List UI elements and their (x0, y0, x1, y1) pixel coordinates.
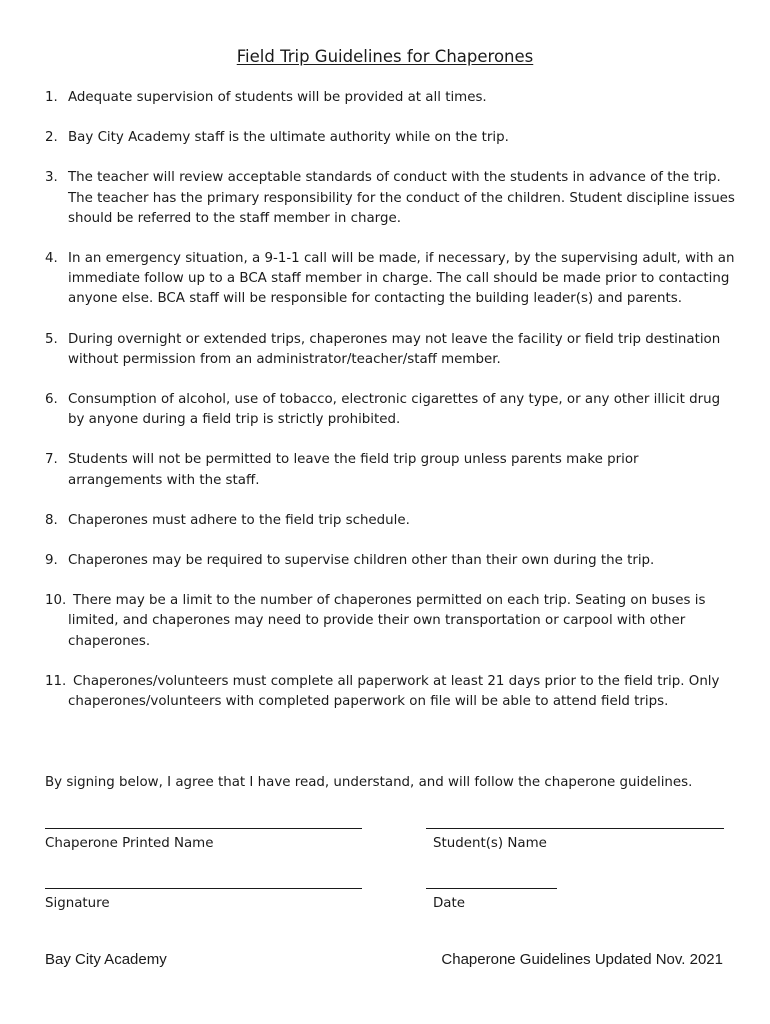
guidelines-list (45, 88, 735, 732)
guideline-text: Chaperones may be required to supervise children other than their own during the trip. (68, 553, 655, 569)
guideline-text: Students will not be permitted to leave the field trip group unless parents make prior arrangements with the staff. (68, 452, 639, 488)
guideline-text: Bay City Academy staff is the ultimate authority while on the trip. (68, 130, 509, 146)
guideline-number: 4. (45, 251, 58, 267)
guideline-number: 6. (45, 392, 58, 408)
guideline-item (45, 672, 735, 712)
chaperone-name-line[interactable] (45, 828, 362, 829)
guideline-item (45, 390, 735, 430)
guideline-item (45, 551, 735, 571)
guideline-item (45, 330, 735, 370)
guideline-item (45, 450, 735, 490)
guideline-number: 3. (45, 170, 58, 186)
guideline-item (45, 591, 735, 652)
signature-line[interactable] (45, 888, 362, 889)
footer-school-name: Bay City Academy (45, 951, 167, 968)
guideline-text: The teacher will review acceptable standards of conduct with the students in advance of the trip. The teacher has the primary responsibility for the conduct of the children. Student discipline issues should be referred to the staff member in charge. (68, 170, 735, 226)
guideline-number: 2. (45, 130, 58, 146)
guideline-text: Consumption of alcohol, use of tobacco, electronic cigarettes of any type, or any other illicit drug by anyone during a field trip is strictly prohibited. (68, 392, 721, 428)
guideline-text: Chaperones/volunteers must complete all paperwork at least 21 days prior to the field trip. Only chaperones/volunteers with completed paperwork on file will be able to attend field trips. (68, 673, 720, 710)
guideline-number: 7. (45, 452, 58, 468)
guideline-item (45, 249, 735, 310)
signature-label: Signature (45, 896, 110, 911)
guideline-number: 1. (45, 90, 58, 105)
guideline-text: In an emergency situation, a 9-1-1 call will be made, if necessary, by the supervising adult, with an immediate follow up to a BCA staff member in charge. The call should be made prior to contacting anyone else. BCA staff will be responsible for contacting the building leader(s) and parents. (68, 251, 735, 307)
guideline-item (45, 168, 735, 229)
date-label: Date (433, 896, 466, 911)
guideline-text: Chaperones must adhere to the field trip schedule. (68, 512, 410, 528)
guideline-number: 8. (45, 512, 58, 528)
footer-updated-note: Chaperone Guidelines Updated Nov. 2021 (441, 951, 723, 968)
guideline-number: 10. (45, 593, 67, 609)
document-title: Field Trip Guidelines for Chaperones (236, 47, 534, 66)
guideline-text: There may be a limit to the number of chaperones permitted on each trip. Seating on buses is limited, and chaperones may need to provide their own transportation or carpool with other chaperones. (68, 593, 706, 649)
guideline-item (45, 88, 735, 108)
guideline-number: 9. (45, 553, 58, 569)
guideline-item (45, 511, 735, 531)
chaperone-name-label: Chaperone Printed Name (45, 836, 214, 851)
student-name-label: Student(s) Name (433, 836, 547, 851)
guideline-item (45, 128, 735, 148)
date-line[interactable] (426, 888, 557, 889)
guideline-number: 11. (45, 673, 67, 689)
guideline-text: Adequate supervision of students will be provided at all times. (68, 90, 487, 105)
agreement-statement: By signing below, I agree that I have read, understand, and will follow the chaperone guidelines. (45, 775, 693, 790)
guideline-number: 5. (45, 331, 58, 347)
student-name-line[interactable] (426, 828, 724, 829)
guideline-text: During overnight or extended trips, chaperones may not leave the facility or field trip destination without permission from an administrator/teacher/staff member. (68, 331, 721, 367)
